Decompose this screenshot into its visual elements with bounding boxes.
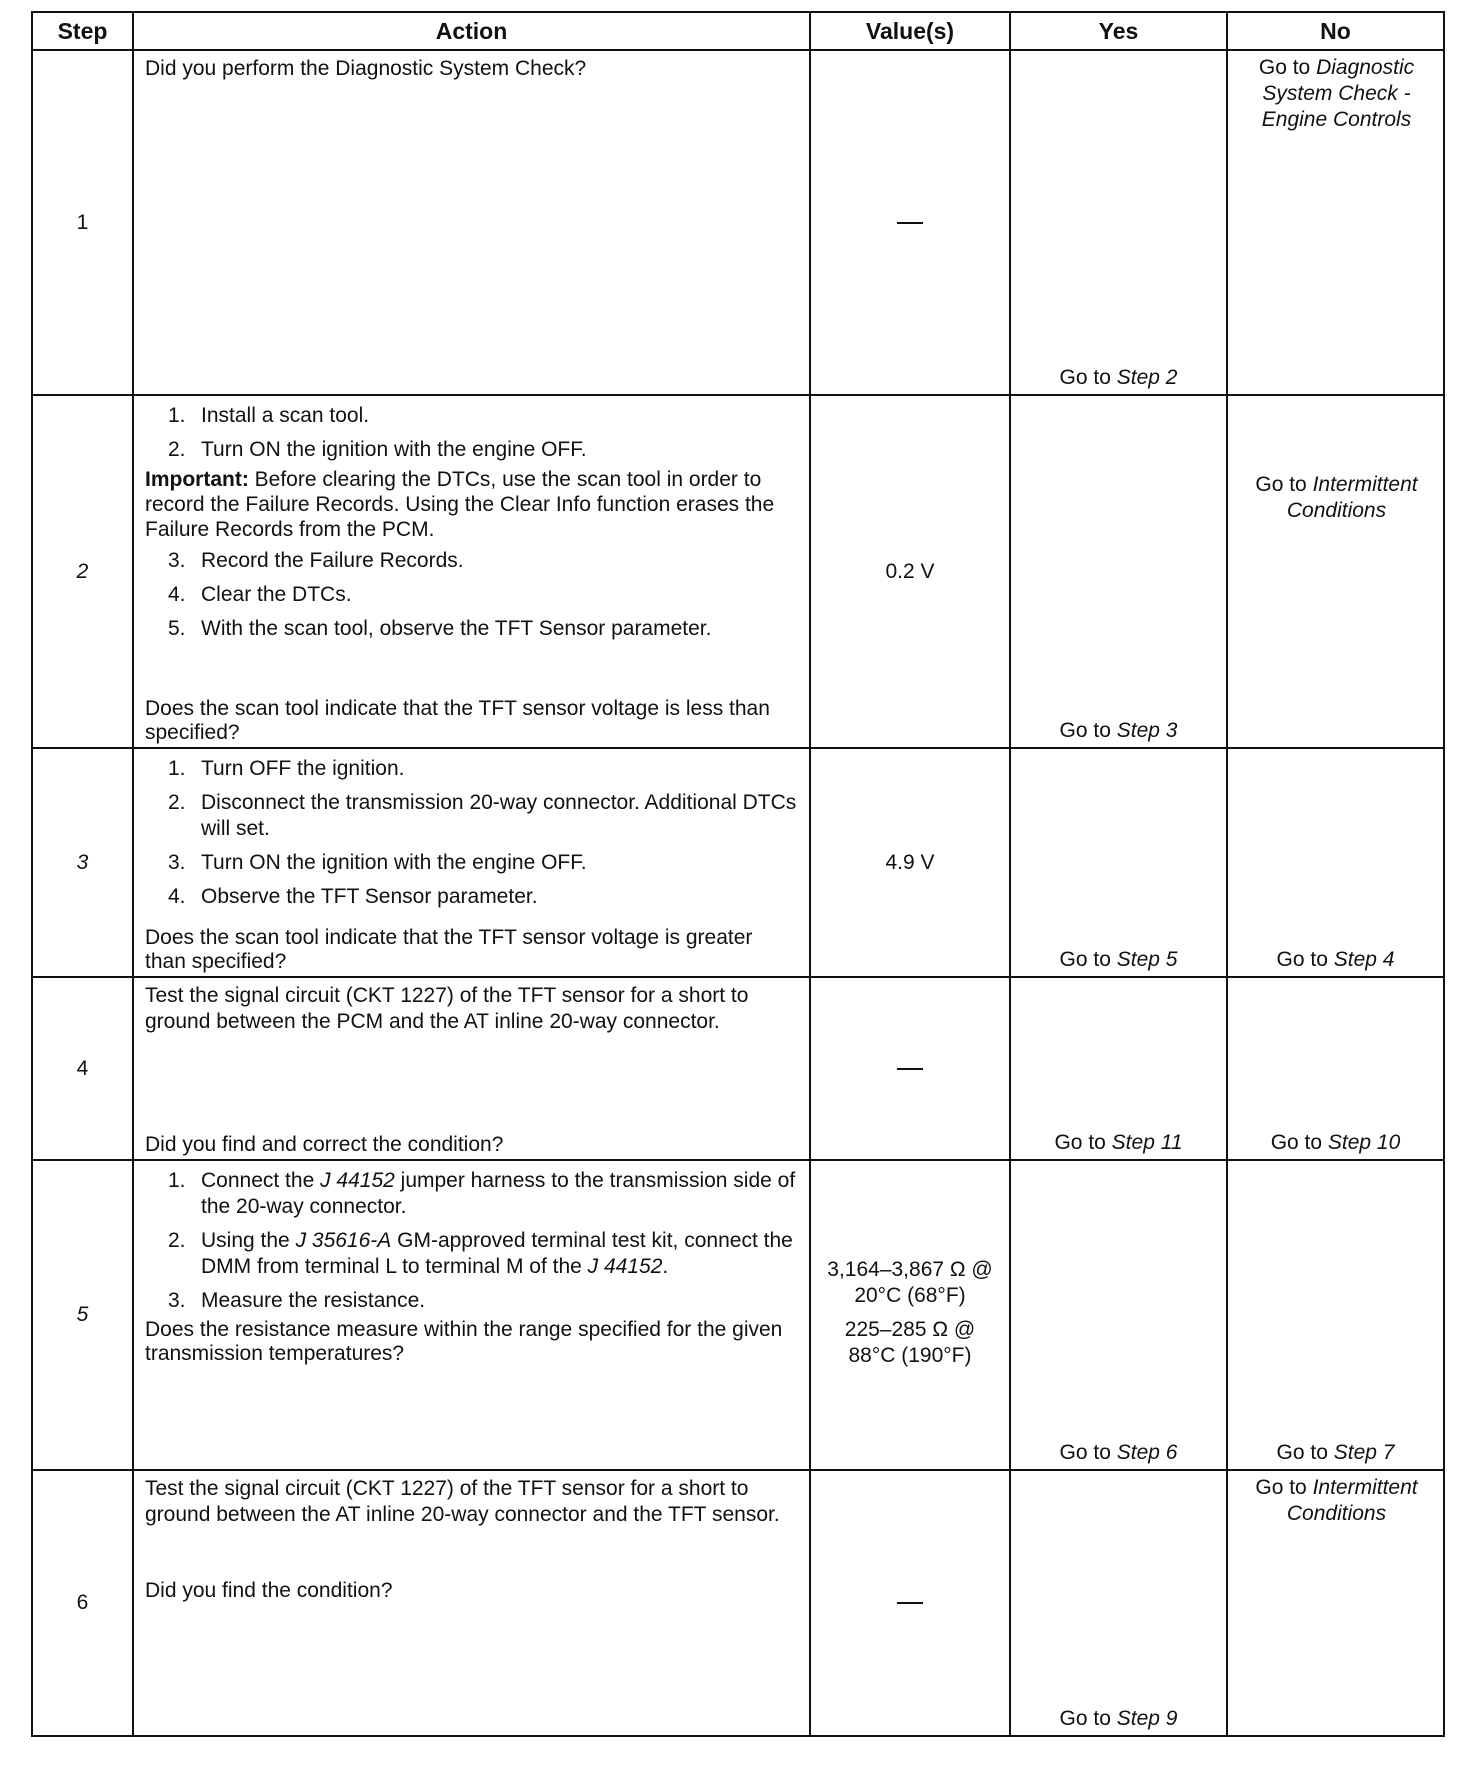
value-text: 225–285 Ω @ 88°C (190°F) xyxy=(844,1318,976,1367)
list-item: 2. Turn ON the ignition with the engine OFF. xyxy=(168,438,587,461)
table-row xyxy=(33,978,1443,1161)
yes-goto-link[interactable]: Go to Step 6 xyxy=(1059,1441,1178,1464)
header-yes: Yes xyxy=(1011,13,1228,49)
no-cell xyxy=(1228,1161,1443,1469)
no-goto-link[interactable]: Go to Diagnostic System Check - Engine Controls xyxy=(1258,56,1415,131)
no-goto-link[interactable]: Go to Step 7 xyxy=(1276,1441,1395,1464)
yes-goto-link[interactable]: Go to Step 5 xyxy=(1059,948,1178,971)
list-item: 5. With the scan tool, observe the TFT Sensor parameter. xyxy=(168,617,712,640)
yes-cell xyxy=(1011,1161,1228,1469)
no-goto-link[interactable]: Go to Step 10 xyxy=(1270,1131,1401,1154)
step-number: 6 xyxy=(33,1471,134,1735)
action-question: Does the resistance measure within the range specified for the given transmission temperatures? xyxy=(145,1318,783,1365)
action-cell xyxy=(134,396,811,747)
list-item: 1. Turn OFF the ignition. xyxy=(168,757,405,780)
header-action: Action xyxy=(134,13,811,49)
action-steps xyxy=(145,548,799,642)
dash-mark xyxy=(897,1068,923,1070)
list-item: 1. Connect the J 44152 jumper harness to the transmission side of the 20-way connector. xyxy=(168,1169,796,1218)
value-cell xyxy=(811,1161,1011,1469)
action-cell xyxy=(134,51,811,394)
step-number: 3 xyxy=(33,749,134,976)
list-item: 4. Observe the TFT Sensor parameter. xyxy=(168,885,538,908)
action-steps xyxy=(145,403,799,463)
list-item: 2. Disconnect the transmission 20-way connector. Additional DTCs will set. xyxy=(168,791,797,840)
yes-cell xyxy=(1011,51,1228,394)
action-text: Test the signal circuit (CKT 1227) of the TFT sensor for a short to ground between the AT inline 20-way connector and the TFT sensor. xyxy=(145,1477,780,1526)
list-item: 3. Turn ON the ignition with the engine OFF. xyxy=(168,851,587,874)
value-text: 3,164–3,867 Ω @ 20°C (68°F) xyxy=(827,1258,993,1307)
step-number: 1 xyxy=(33,51,134,394)
no-goto-link[interactable]: Go to Intermittent Conditions xyxy=(1255,1476,1418,1525)
header-no: No xyxy=(1320,17,1351,44)
action-text: Test the signal circuit (CKT 1227) of the TFT sensor for a short to ground between the PCM and the AT inline 20-way connector. xyxy=(145,984,749,1033)
action-question: Did you find the condition? xyxy=(145,1579,393,1602)
list-item: 1. Install a scan tool. xyxy=(168,404,370,427)
table-row xyxy=(33,51,1443,396)
action-cell xyxy=(134,749,811,976)
action-question: Did you find and correct the condition? xyxy=(145,1133,504,1156)
value-cell xyxy=(811,749,1011,976)
table-row xyxy=(33,1161,1443,1471)
yes-goto-link[interactable]: Go to Step 3 xyxy=(1059,719,1178,742)
action-question: Does the scan tool indicate that the TFT sensor voltage is less than specified? xyxy=(145,697,770,744)
yes-goto-link[interactable]: Go to Step 11 xyxy=(1054,1131,1183,1154)
no-cell xyxy=(1228,1471,1443,1735)
table-header xyxy=(33,13,1443,51)
yes-cell xyxy=(1011,978,1228,1159)
value-text: 4.9 V xyxy=(885,850,935,874)
list-item: 3. Record the Failure Records. xyxy=(168,549,464,572)
value-cell xyxy=(811,51,1011,394)
action-question: Does the scan tool indicate that the TFT sensor voltage is greater than specified? xyxy=(145,926,753,973)
no-cell xyxy=(1228,51,1443,394)
step-number: 4 xyxy=(33,978,134,1159)
yes-cell xyxy=(1011,396,1228,747)
header-step: Step xyxy=(33,13,134,49)
important-note: Important: Before clearing the DTCs, use the scan tool in order to record the Failure Records. Using the Clear Info function erases the Failure Records from the PCM. xyxy=(145,468,775,541)
dash-mark xyxy=(897,222,923,224)
action-cell xyxy=(134,978,811,1159)
table-row xyxy=(33,1471,1443,1735)
dash-mark xyxy=(897,1602,923,1604)
action-text: Did you perform the Diagnostic System Check? xyxy=(145,57,587,80)
list-item: 2. Using the J 35616-A GM-approved terminal test kit, connect the DMM from terminal L to terminal M of the J 44152. xyxy=(168,1229,793,1278)
yes-cell xyxy=(1011,1471,1228,1735)
step-number: 5 xyxy=(33,1161,134,1469)
list-item: 3. Measure the resistance. xyxy=(168,1289,426,1312)
value-cell xyxy=(811,1471,1011,1735)
action-cell xyxy=(134,1161,811,1469)
action-cell xyxy=(134,1471,811,1735)
no-cell xyxy=(1228,978,1443,1159)
no-cell xyxy=(1228,749,1443,976)
value-cell xyxy=(811,978,1011,1159)
action-steps xyxy=(145,756,799,910)
table-row xyxy=(33,749,1443,978)
yes-cell xyxy=(1011,749,1228,976)
value-cell xyxy=(811,396,1011,747)
no-goto-link[interactable]: Go to Step 4 xyxy=(1276,948,1395,971)
yes-goto-link[interactable]: Go to Step 2 xyxy=(1059,366,1178,389)
list-item: 4. Clear the DTCs. xyxy=(168,583,352,606)
action-steps xyxy=(145,1168,799,1314)
table-row xyxy=(33,396,1443,749)
yes-goto-link[interactable]: Go to Step 9 xyxy=(1059,1707,1178,1730)
header-values: Value(s) xyxy=(811,13,1011,49)
value-text: 0.2 V xyxy=(885,559,935,583)
step-number: 2 xyxy=(33,396,134,747)
diagnostic-table xyxy=(31,11,1445,1737)
no-cell xyxy=(1228,396,1443,747)
no-goto-link[interactable]: Go to Intermittent Conditions xyxy=(1255,473,1418,522)
